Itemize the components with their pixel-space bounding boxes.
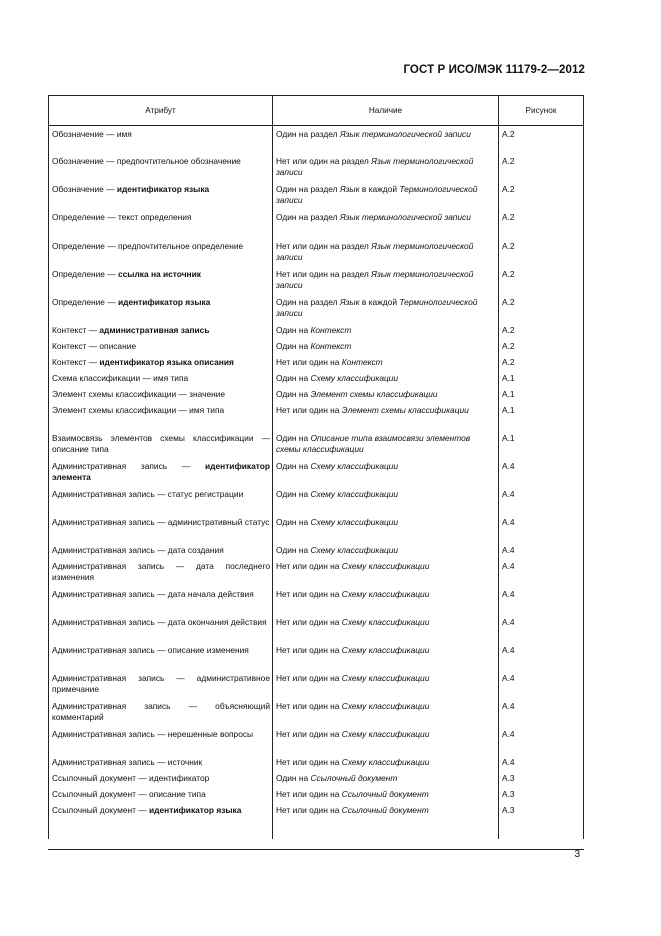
table-row (49, 267, 584, 295)
figure-cell: A.2 (499, 154, 584, 182)
presence-cell-text: Один на (276, 544, 311, 555)
attribute-cell (49, 699, 273, 727)
attribute-cell (49, 154, 273, 182)
table-row (49, 487, 584, 515)
presence-cell (273, 182, 499, 210)
attribute-cell-text: административная запись (99, 324, 210, 335)
table-row (49, 587, 584, 615)
presence-cell-text: Нет или один на раздел (276, 155, 372, 166)
presence-cell-text: Нет или один на (276, 560, 342, 571)
presence-cell-text: Один на раздел (276, 183, 340, 194)
attribute-cell-text: Административная запись — объясняющий комментарий (52, 700, 270, 722)
presence-cell (273, 339, 499, 355)
table-row (49, 239, 584, 267)
standard-code-header: ГОСТ Р ИСО/МЭК 11179-2—2012 (403, 64, 585, 76)
presence-cell-text: Схему классификации (310, 488, 399, 499)
presence-cell (273, 615, 499, 643)
attribute-cell-text: идентификатор языка описания (99, 356, 234, 367)
column-header-figure: Рисунок (499, 96, 584, 126)
presence-cell-text: Контекст (341, 356, 383, 367)
attribute-cell (49, 487, 273, 515)
attributes-table (48, 95, 584, 839)
figure-cell: A.2 (499, 239, 584, 267)
presence-cell-text: Один на (276, 516, 311, 527)
presence-cell-text: Нет или один на раздел (276, 268, 372, 279)
presence-cell (273, 387, 499, 403)
attribute-cell (49, 515, 273, 543)
attribute-cell-text: Обозначение — имя (52, 129, 132, 139)
table-row (49, 543, 584, 559)
presence-cell-text: Нет или один на (276, 756, 342, 767)
table-row (49, 387, 584, 403)
presence-cell (273, 515, 499, 543)
figure-cell: A.2 (499, 210, 584, 239)
table-row (49, 515, 584, 543)
attribute-cell (49, 459, 273, 487)
presence-cell-text: Ссылочный документ (341, 804, 429, 815)
attribute-cell-text: Административная запись — дата начала действия (52, 588, 254, 599)
presence-cell-text: Язык (339, 183, 360, 194)
attribute-cell-text: Элемент схемы классификации — имя типа (52, 404, 225, 415)
attribute-cell (49, 559, 273, 587)
attribute-cell (49, 755, 273, 771)
table-row (49, 559, 584, 587)
attribute-cell (49, 587, 273, 615)
table-row (49, 323, 584, 339)
presence-cell-text: Один на (276, 488, 311, 499)
presence-cell (273, 803, 499, 839)
figure-cell: A.4 (499, 727, 584, 755)
page-number: 3 (574, 849, 580, 860)
attribute-cell (49, 543, 273, 559)
table-row (49, 431, 584, 459)
attribute-cell-text: Административная запись — описание изменения (52, 644, 249, 655)
presence-cell-text: Один на (276, 372, 311, 383)
presence-cell (273, 699, 499, 727)
presence-cell-text: Язык терминологической записи (339, 129, 471, 139)
presence-cell-text: Схему классификации (341, 616, 430, 627)
presence-cell-text: Схему классификации (341, 756, 430, 767)
table-row (49, 699, 584, 727)
table-row (49, 643, 584, 671)
presence-cell-text: Один на (276, 772, 311, 783)
column-header-presence: Наличие (273, 96, 499, 126)
presence-cell-text: Язык терминологической записи (276, 155, 474, 177)
presence-cell-text: Язык терминологической записи (339, 211, 471, 222)
presence-cell-text: Язык терминологической записи (276, 240, 474, 262)
presence-cell (273, 210, 499, 239)
presence-cell-text: Один на раздел (276, 211, 340, 222)
figure-cell: A.4 (499, 615, 584, 643)
attribute-cell (49, 787, 273, 803)
figure-cell: A.2 (499, 339, 584, 355)
figure-cell: A.4 (499, 559, 584, 587)
figure-cell: A.2 (499, 323, 584, 339)
figure-cell: A.1 (499, 403, 584, 431)
presence-cell-text: Схему классификации (341, 700, 430, 711)
presence-cell-text: Схему классификации (341, 644, 430, 655)
presence-cell-text: Нет или один на (276, 644, 342, 655)
presence-cell (273, 355, 499, 371)
presence-cell-text: Нет или один на (276, 404, 342, 415)
attribute-cell (49, 431, 273, 459)
attribute-cell (49, 355, 273, 371)
figure-cell: A.2 (499, 182, 584, 210)
attribute-cell-text: Контекст — (52, 324, 100, 335)
presence-cell-text: Один на (276, 324, 311, 335)
attribute-cell (49, 182, 273, 210)
presence-cell (273, 559, 499, 587)
presence-cell-text: Один на раздел (276, 129, 340, 139)
presence-cell-text: Нет или один на (276, 616, 342, 627)
attribute-cell-text: ссылка на источник (117, 268, 201, 279)
attribute-cell-text: идентификатор языка (149, 804, 242, 815)
table-row (49, 154, 584, 182)
attribute-cell-text: Административная запись — (52, 460, 206, 471)
attribute-cell-text: идентификатор языка (117, 296, 211, 307)
table-row (49, 755, 584, 771)
presence-cell-text: Контекст (310, 340, 352, 351)
table-row (49, 182, 584, 210)
figure-cell: A.1 (499, 431, 584, 459)
presence-cell (273, 459, 499, 487)
attribute-cell-text: Административная запись — дата окончания действия (52, 616, 267, 627)
presence-cell-text: Нет или один на (276, 788, 342, 799)
table-body (49, 126, 584, 839)
presence-cell (273, 755, 499, 771)
table-row (49, 371, 584, 387)
attribute-cell-text: Взаимосвязь элементов схемы классификации — описание типа (52, 432, 270, 454)
attribute-cell (49, 403, 273, 431)
presence-cell (273, 295, 499, 323)
figure-cell: A.3 (499, 803, 584, 839)
figure-cell: A.4 (499, 515, 584, 543)
presence-cell (273, 671, 499, 699)
attribute-cell (49, 339, 273, 355)
figure-cell: A.3 (499, 771, 584, 787)
presence-cell-text: в каждой (359, 183, 400, 194)
column-header-attribute: Атрибут (49, 96, 273, 126)
presence-cell-text: Нет или один на (276, 804, 342, 815)
presence-cell-text: Нет или один на (276, 728, 342, 739)
attribute-cell (49, 210, 273, 239)
attribute-cell (49, 387, 273, 403)
figure-cell: A.4 (499, 755, 584, 771)
attribute-cell-text: Ссылочный документ — идентификатор (52, 772, 210, 783)
table-row (49, 787, 584, 803)
attribute-cell (49, 267, 273, 295)
presence-cell-text: Описание типа взаимосвязи элементов схемы классификации (276, 432, 471, 454)
figure-cell: A.4 (499, 699, 584, 727)
figure-cell: A.4 (499, 487, 584, 515)
presence-cell-text: Схему классификации (310, 460, 399, 471)
attribute-cell (49, 671, 273, 699)
presence-cell (273, 267, 499, 295)
presence-cell-text: Элемент схемы классификации (341, 404, 469, 415)
attribute-cell-text: Административная запись — дата последнего изменения (52, 560, 270, 582)
attribute-cell (49, 371, 273, 387)
attribute-cell-text: Определение — (52, 268, 118, 279)
attribute-cell (49, 615, 273, 643)
presence-cell-text: Схему классификации (310, 372, 399, 383)
attribute-cell-text: Определение — предпочтительное определение (52, 240, 244, 251)
attribute-cell-text: Определение — текст определения (52, 211, 192, 222)
attribute-cell-text: Административная запись — источник (52, 756, 203, 767)
presence-cell-text: Терминологической записи (276, 296, 478, 318)
presence-cell-text: Один на (276, 388, 311, 399)
presence-cell-text: Язык терминологической записи (276, 268, 474, 290)
attribute-cell (49, 727, 273, 755)
attribute-cell-text: Административная запись — дата создания (52, 544, 224, 555)
attribute-cell (49, 323, 273, 339)
presence-cell-text: Нет или один на (276, 672, 342, 683)
figure-cell: A.4 (499, 543, 584, 559)
presence-cell (273, 126, 499, 154)
attribute-cell (49, 295, 273, 323)
presence-cell (273, 587, 499, 615)
presence-cell (273, 371, 499, 387)
table-row (49, 295, 584, 323)
figure-cell: A.2 (499, 295, 584, 323)
attribute-cell-text: Ссылочный документ — (52, 804, 150, 815)
presence-cell-text: Схему классификации (341, 560, 430, 571)
figure-cell: A.2 (499, 355, 584, 371)
attribute-cell-text: Определение — (52, 296, 118, 307)
attribute-cell-text: Административная запись — административный статус (52, 516, 270, 527)
table-bottom-border (48, 849, 584, 850)
presence-cell (273, 487, 499, 515)
figure-cell: A.1 (499, 371, 584, 387)
presence-cell-text: Один на (276, 340, 311, 351)
attribute-cell (49, 643, 273, 671)
presence-cell-text: Схему классификации (341, 728, 430, 739)
presence-cell (273, 154, 499, 182)
figure-cell: A.4 (499, 643, 584, 671)
attribute-cell-text: Схема классификации — имя типа (52, 372, 189, 383)
presence-cell (273, 431, 499, 459)
table-row (49, 459, 584, 487)
table-row (49, 671, 584, 699)
table-row (49, 727, 584, 755)
attribute-cell (49, 239, 273, 267)
presence-cell-text: Терминологической записи (276, 183, 478, 205)
figure-cell: A.2 (499, 126, 584, 154)
figure-cell: A.4 (499, 459, 584, 487)
table-row (49, 126, 584, 154)
attribute-cell-text: Административная запись — статус регистрации (52, 488, 244, 499)
presence-cell (273, 771, 499, 787)
presence-cell (273, 643, 499, 671)
presence-cell-text: Схему классификации (310, 544, 399, 555)
presence-cell-text: Схему классификации (341, 588, 430, 599)
presence-cell-text: Схему классификации (310, 516, 399, 527)
presence-cell-text: Нет или один на (276, 356, 342, 367)
presence-cell (273, 323, 499, 339)
attribute-cell-text: Ссылочный документ — описание типа (52, 788, 206, 799)
figure-cell: A.4 (499, 671, 584, 699)
attribute-cell-text: Контекст — (52, 356, 100, 367)
table-row (49, 615, 584, 643)
table-row (49, 771, 584, 787)
figure-cell: A.4 (499, 587, 584, 615)
presence-cell-text: Ссылочный документ (341, 788, 429, 799)
presence-cell (273, 543, 499, 559)
presence-cell-text: в каждой (359, 296, 400, 307)
figure-cell: A.2 (499, 267, 584, 295)
attribute-cell-text: идентификатор языка (116, 183, 210, 194)
figure-cell: A.1 (499, 387, 584, 403)
table-row (49, 803, 584, 839)
presence-cell-text: Один на (276, 460, 311, 471)
presence-cell-text: Один на раздел (276, 296, 340, 307)
table-row (49, 210, 584, 239)
presence-cell-text: Элемент схемы классификации (310, 388, 438, 399)
presence-cell-text: Нет или один на (276, 700, 342, 711)
presence-cell-text: Ссылочный документ (310, 772, 398, 783)
table-row (49, 355, 584, 371)
presence-cell (273, 787, 499, 803)
attribute-cell (49, 803, 273, 839)
attribute-cell-text: Обозначение — (52, 183, 117, 194)
table-header-row (49, 96, 584, 126)
presence-cell-text: Нет или один на раздел (276, 240, 372, 251)
presence-cell-text: Язык (339, 296, 360, 307)
attribute-cell (49, 771, 273, 787)
attribute-cell (49, 126, 273, 154)
attribute-cell-text: Контекст — описание (52, 340, 137, 351)
presence-cell-text: Схему классификации (341, 672, 430, 683)
attribute-cell-text: Административная запись — нерешенные вопросы (52, 728, 254, 739)
attribute-cell-text: идентификатор элемента (52, 460, 270, 482)
attribute-cell-text: Элемент схемы классификации — значение (52, 388, 226, 399)
presence-cell-text: Один на (276, 432, 311, 443)
attribute-cell-text: Административная запись — административное примечание (52, 672, 270, 694)
table-row (49, 339, 584, 355)
presence-cell-text: Нет или один на (276, 588, 342, 599)
presence-cell (273, 239, 499, 267)
attribute-cell-text: Обозначение — предпочтительное обозначение (52, 155, 241, 166)
figure-cell: A.3 (499, 787, 584, 803)
presence-cell (273, 727, 499, 755)
presence-cell-text: Контекст (310, 324, 352, 335)
presence-cell (273, 403, 499, 431)
table-row (49, 403, 584, 431)
